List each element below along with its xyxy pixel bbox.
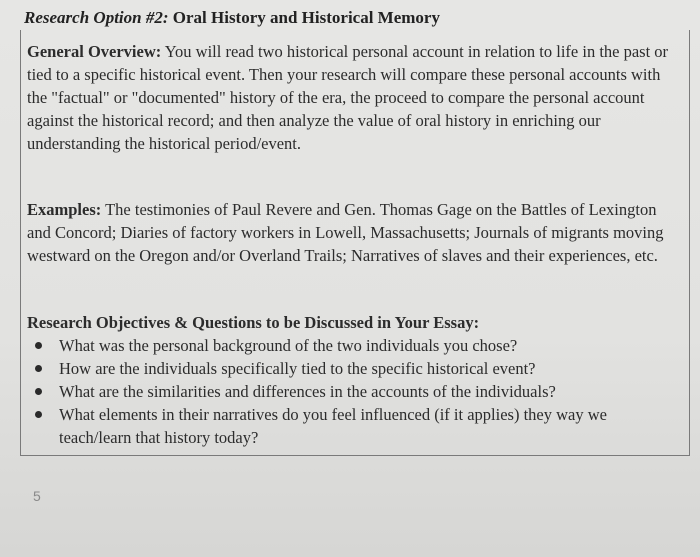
list-item (27, 357, 675, 380)
bullet-icon (35, 365, 42, 372)
bullet-icon (35, 411, 42, 418)
objective-text: What was the personal background of the two individuals you chose? (59, 336, 518, 355)
heading-option-label: Research Option #2: (24, 8, 169, 27)
general-overview-paragraph (27, 40, 675, 155)
bullet-icon (35, 342, 42, 349)
objective-text: What elements in their narratives do you feel influenced (if it applies) they way we teach/learn that history today? (59, 405, 607, 447)
overview-label: General Overview: (27, 42, 162, 61)
examples-paragraph (27, 198, 675, 267)
overview-text: You will read two historical personal account in relation to life in the past or tied to a specific historical event. Then your research will compare these personal accounts with the "factual" or "documented" history of the era, the proceed to compare the personal account against the historical record; and then analyze the value of oral history in enriching our understanding the historical period/event. (27, 42, 669, 153)
objectives-label: Research Objectives & Questions to be Discussed in Your Essay: (27, 313, 480, 332)
list-item (27, 403, 675, 449)
objective-text: What are the similarities and differences in the accounts of the individuals? (59, 382, 556, 401)
research-objectives-section (27, 311, 675, 449)
examples-label: Examples: (27, 200, 102, 219)
objective-text: How are the individuals specifically tied to the specific historical event? (59, 359, 536, 378)
examples-text: The testimonies of Paul Revere and Gen. Thomas Gage on the Battles of Lexington and Concord; Diaries of factory workers in Lowell, Massachusetts; Journals of migrants moving westward on the Oregon and/or Overland Trails; Narratives of slaves and their experiences, etc. (27, 200, 664, 265)
page-number: 5 (33, 488, 41, 504)
bullet-icon (35, 388, 42, 395)
list-item (27, 380, 675, 403)
list-item (27, 334, 675, 357)
objectives-list (27, 334, 675, 449)
heading-title: Oral History and Historical Memory (172, 8, 440, 27)
section-heading (24, 8, 440, 28)
